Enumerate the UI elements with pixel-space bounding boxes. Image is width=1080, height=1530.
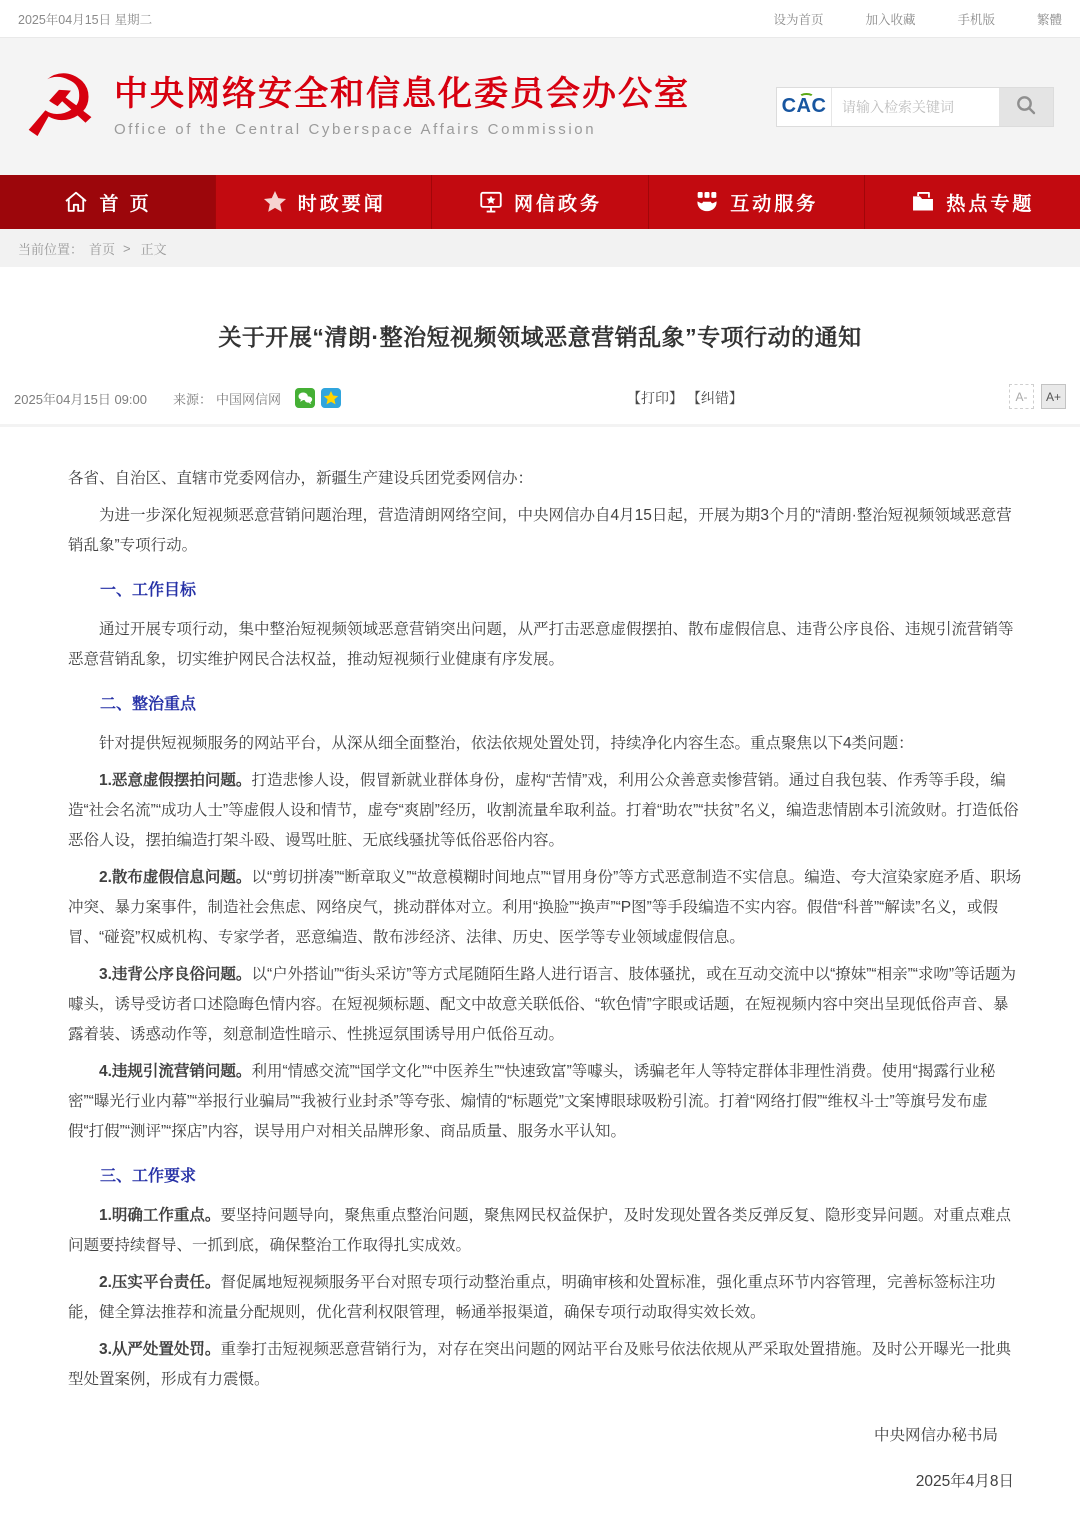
current-date: 2025年04月15日 星期二 bbox=[18, 12, 153, 27]
mobile-version-link[interactable]: 手机版 bbox=[957, 12, 995, 27]
print-correct-group bbox=[627, 388, 743, 408]
article-paragraph: 通过开展专项行动，集中整治短视频领域恶意营销突出问题，从严打击恶意虚假摆拍、散布虚假信息、违背公序良俗、违规引流营销等恶意营销乱象，切实维护网民合法权益，推动短视频行业健康有序发展。 bbox=[68, 621, 1014, 668]
search-box bbox=[776, 87, 1054, 127]
article-page bbox=[0, 319, 1080, 1530]
item-lead: 3.违背公序良俗问题。 bbox=[99, 966, 252, 983]
site-title-english: Office of the Central Cyberspace Affairs Commission bbox=[114, 121, 597, 139]
font-size-controls bbox=[1009, 384, 1066, 409]
party-emblem-logo: ☭ bbox=[21, 58, 99, 155]
section-heading-2: 二、整治重点 bbox=[100, 696, 197, 713]
article-item: 2.散布虚假信息问题。以“剪切拼凑”“断章取义”“故意模糊时间地点”“冒用身份”等方式恶意制造不实信息。编造、夸大渲染家庭矛盾、职场冲突、暴力案事件，制造社会焦虑、网络戾气，挑动群体对立。利用“换脸”“换声”“P图”等手段编造不实内容。假借“科普”“解读”名义，或假冒、“碰瓷”权威机构、专家学者，恶意编造、散布涉经济、法律、历史、医学等专业领域虚假信息。 bbox=[68, 869, 1022, 946]
article-title: 关于开展“清朗·整治短视频领域恶意营销乱象”专项行动的通知 bbox=[218, 324, 862, 350]
print-button[interactable]: 【打印】 bbox=[627, 390, 683, 406]
article-salutation: 各省、自治区、直辖市党委网信办，新疆生产建设兵团党委网信办： bbox=[68, 470, 534, 487]
traditional-chinese-link[interactable]: 繁體 bbox=[1036, 12, 1062, 27]
breadcrumb-label: 当前位置： bbox=[18, 241, 84, 257]
item-lead: 4.违规引流营销问题。 bbox=[99, 1063, 252, 1080]
breadcrumb-separator: > bbox=[123, 240, 131, 256]
site-brand bbox=[12, 58, 690, 155]
font-smaller-button[interactable]: A- bbox=[1009, 384, 1034, 409]
search-button[interactable] bbox=[999, 88, 1053, 126]
signature-issuer: 中央网信办秘书局 bbox=[873, 1427, 998, 1444]
monitor-star-icon bbox=[478, 189, 504, 215]
main-navigation bbox=[0, 175, 1080, 229]
nav-label: 互动服务 bbox=[730, 193, 819, 215]
publish-datetime: 2025年04月15日 09:00 bbox=[14, 391, 147, 407]
site-title-chinese: 中央网络安全和信息化委员会办公室 bbox=[114, 74, 690, 113]
site-header bbox=[0, 38, 1080, 175]
breadcrumb-current: 正文 bbox=[140, 241, 167, 257]
breadcrumb bbox=[0, 229, 1080, 267]
nav-label: 网信政务 bbox=[514, 193, 603, 215]
breadcrumb-home-link[interactable]: 首页 bbox=[89, 241, 116, 257]
search-input[interactable] bbox=[831, 88, 999, 126]
cac-logo-text: CAC bbox=[781, 95, 827, 117]
nav-item-home[interactable] bbox=[0, 175, 216, 229]
article-item: 3.从严处置处罚。重拳打击短视频恶意营销行为，对存在突出问题的网站平台及账号依法依规从严采取处置措施。及时公开曝光一批典型处置案例，形成有力震慑。 bbox=[68, 1341, 1011, 1388]
home-icon bbox=[63, 189, 89, 215]
font-larger-button[interactable]: A+ bbox=[1041, 384, 1066, 409]
article-item: 3.违背公序良俗问题。以“户外搭讪”“街头采访”等方式尾随陌生路人进行语言、肢体骚扰，或在互动交流中以“撩妹”“相亲”“求吻”等话题为噱头，诱导受访者口述隐晦色情内容。在短视频标题、配文中故意关联低俗、“软色情”字眼或话题，在短视频内容中突出呈现低俗声音、暴露着装、诱惑动作等，刻意制造性暗示、性挑逗氛围诱导用户低俗互动。 bbox=[68, 966, 1017, 1043]
qzone-share-icon[interactable] bbox=[321, 388, 341, 408]
article-item: 1.恶意虚假摆拍问题。打造悲惨人设，假冒新就业群体身份，虚构“苦情”戏，利用公众善意卖惨营销。通过自我包装、作秀等手段，编造“社会名流”“成功人士”等虚假人设和情节，虚夸“爽剧”经历，收割流量牟取利益。打着“助农”“扶贫”名义，编造悲情剧本引流敛财。打造低俗恶俗人设，摆拍编造打架斗殴、谩骂吐脏、无底线骚扰等低俗恶俗内容。 bbox=[68, 772, 1019, 849]
nav-label: 首 页 bbox=[99, 193, 152, 215]
site-titles bbox=[114, 75, 690, 138]
article-paragraph: 为进一步深化短视频恶意营销问题治理，营造清朗网络空间，中央网信办自4月15日起，开展为期3个月的“清朗·整治短视频领域恶意营销乱象”专项行动。 bbox=[68, 507, 1012, 554]
item-lead: 1.恶意虚假摆拍问题。 bbox=[99, 772, 252, 789]
section-heading-1: 一、工作目标 bbox=[100, 582, 197, 599]
nav-label: 热点专题 bbox=[946, 193, 1035, 215]
item-lead: 2.散布虚假信息问题。 bbox=[99, 869, 252, 886]
cac-logo-arc bbox=[799, 93, 814, 101]
nav-label: 时政要闻 bbox=[297, 193, 386, 215]
add-favorite-link[interactable]: 加入收藏 bbox=[865, 12, 916, 27]
star-icon bbox=[262, 189, 288, 215]
folder-icon bbox=[910, 189, 936, 215]
article-body bbox=[0, 427, 1080, 1530]
nav-item-interactive[interactable] bbox=[649, 175, 865, 229]
nav-item-egov[interactable] bbox=[432, 175, 648, 229]
section-heading-3: 三、工作要求 bbox=[100, 1168, 197, 1185]
item-lead: 1.明确工作重点。 bbox=[99, 1207, 221, 1224]
error-report-button[interactable]: 【纠错】 bbox=[686, 390, 743, 406]
cac-logo bbox=[777, 88, 831, 126]
wechat-share-icon[interactable] bbox=[295, 388, 315, 408]
item-lead: 3.从严处置处罚。 bbox=[99, 1341, 221, 1358]
nav-item-news[interactable] bbox=[216, 175, 432, 229]
topbar-links bbox=[731, 10, 1062, 28]
topbar bbox=[0, 0, 1080, 38]
source-label: 来源： bbox=[172, 391, 212, 407]
article-item: 4.违规引流营销问题。利用“情感交流”“国学文化”“中医养生”“快速致富”等噱头，诱骗老年人等特定群体非理性消费。使用“揭露行业秘密”“曝光行业内幕”“举报行业骗局”“我被行业封杀”等夸张、煽情的“标题党”文案博眼球吸粉引流。打着“网络打假”“维权斗士”等旗号发布虚假“打假”“测评”“探店”内容，误导用户对相关品牌形象、商品质量、服务水平认知。 bbox=[68, 1063, 996, 1140]
search-icon bbox=[1014, 93, 1038, 120]
item-lead: 2.压实平台责任。 bbox=[99, 1274, 221, 1291]
article-paragraph: 针对提供短视频服务的网站平台，从深从细全面整治，依法依规处置处罚，持续净化内容生态。重点聚焦以下4类问题： bbox=[99, 735, 914, 752]
signature-date: 2025年4月8日 bbox=[915, 1473, 1014, 1490]
source-name: 中国网信网 bbox=[216, 391, 282, 407]
article-item: 1.明确工作重点。要坚持问题导向，聚焦重点整治问题，聚焦网民权益保护，及时发现处置各类反弹反复、隐形变异问题。对重点难点问题要持续督导、一抓到底，确保整治工作取得扎实成效。 bbox=[68, 1207, 1011, 1254]
article-item: 2.压实平台责任。督促属地短视频服务平台对照专项行动整治重点，明确审核和处置标准，强化重点环节内容管理，完善标签标注功能，健全算法推荐和流量分配规则，优化营利权限管理，畅通举报渠道，确保专项行动取得实效长效。 bbox=[68, 1274, 996, 1321]
chat-service-icon bbox=[694, 189, 720, 215]
set-homepage-link[interactable]: 设为首页 bbox=[773, 12, 824, 27]
article-meta-row bbox=[0, 382, 1080, 427]
nav-item-topics[interactable] bbox=[865, 175, 1080, 229]
